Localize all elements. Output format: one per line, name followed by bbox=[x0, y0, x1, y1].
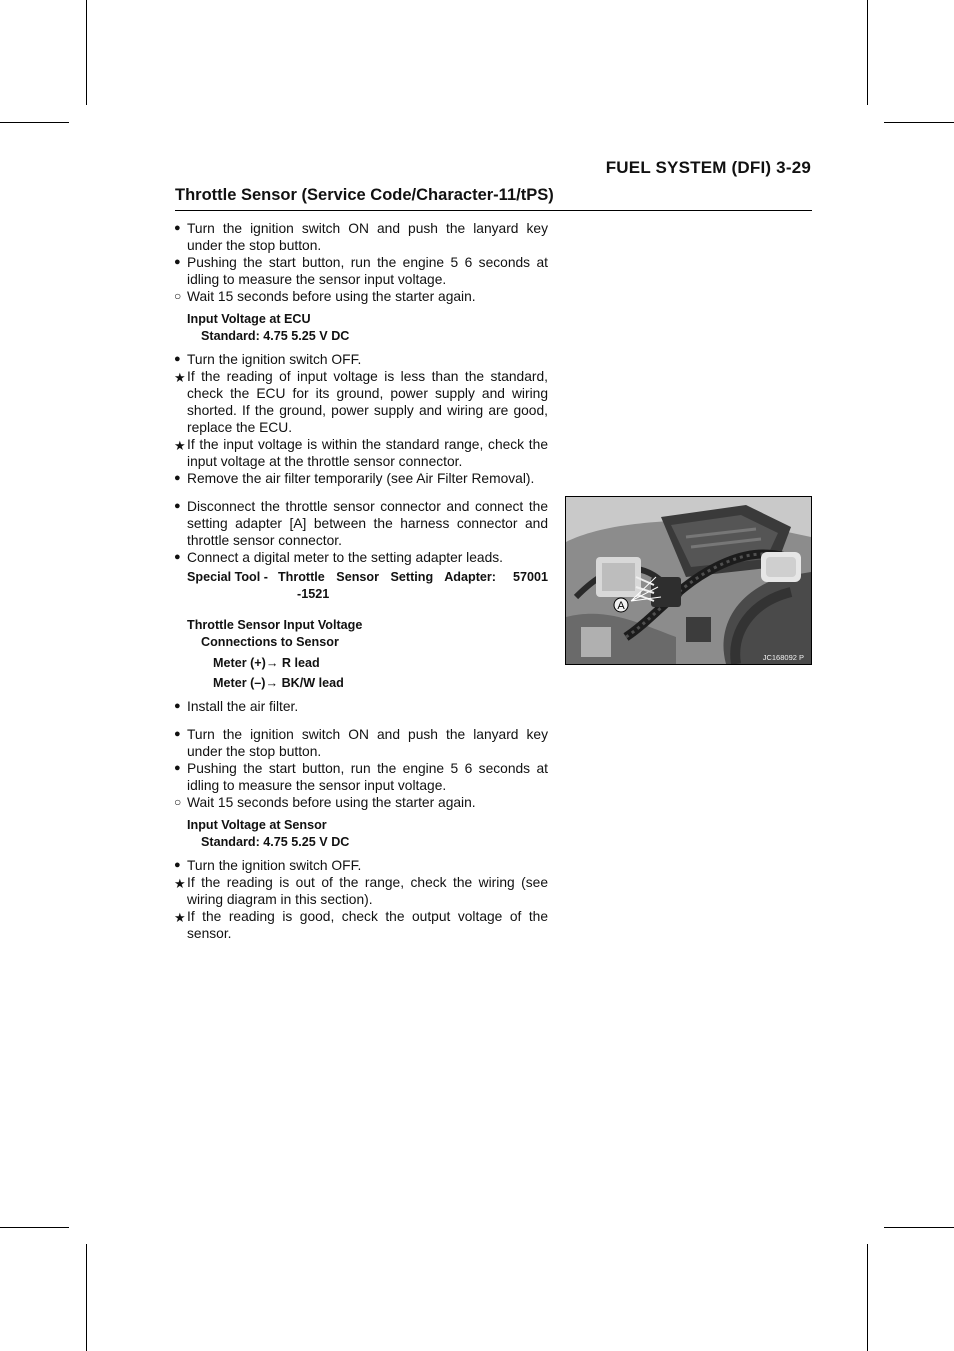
procedure-step bbox=[174, 288, 548, 305]
bullet-icon: ● bbox=[174, 762, 181, 774]
procedure-step bbox=[174, 857, 548, 874]
bullet-icon: ● bbox=[174, 551, 181, 563]
star-icon: ★ bbox=[174, 438, 186, 453]
bullet-icon: ● bbox=[174, 472, 181, 484]
spec-block-connections bbox=[174, 617, 548, 692]
step-list bbox=[174, 220, 548, 305]
special-tool-label: Special Tool - bbox=[187, 570, 268, 584]
procedure-step bbox=[174, 368, 548, 436]
page-header: FUEL SYSTEM (DFI) 3-29 bbox=[605, 158, 811, 177]
title-divider bbox=[175, 210, 812, 211]
crop-mark bbox=[884, 122, 954, 123]
meter-minus-connection: Meter (–)→ BK/W lead bbox=[213, 676, 344, 690]
spec-block-sensor bbox=[174, 817, 548, 851]
procedure-step bbox=[174, 908, 548, 942]
setting-adapter-photo bbox=[565, 496, 812, 665]
bullet-icon: ● bbox=[174, 256, 181, 268]
step-list bbox=[174, 857, 548, 942]
star-icon: ★ bbox=[174, 910, 186, 925]
special-tool bbox=[174, 569, 548, 603]
section-title: Throttle Sensor (Service Code/Character-11/tPS) bbox=[175, 186, 554, 204]
step-text: Turn the ignition switch OFF. bbox=[187, 352, 362, 367]
meter-plus-connection: Meter (+)→ R lead bbox=[213, 656, 320, 670]
procedure-step bbox=[174, 698, 548, 715]
figure-code: JC168092 P bbox=[762, 653, 804, 662]
procedure-step bbox=[174, 794, 548, 811]
step-text: If the reading of input voltage is less than the standard, check the ECU for its ground, power supply and wiring shorted. If the ground, power supply and wiring are good, replace the ECU. bbox=[187, 369, 548, 435]
procedure-step bbox=[174, 351, 548, 368]
step-text: If the reading is good, check the output voltage of the sensor. bbox=[187, 909, 548, 941]
ring-bullet-icon: ○ bbox=[174, 795, 182, 809]
step-text: Wait 15 seconds before using the starter again. bbox=[187, 289, 476, 304]
star-icon: ★ bbox=[174, 370, 186, 385]
spec-title: Throttle Sensor Input Voltage bbox=[187, 618, 363, 632]
step-text: Disconnect the throttle sensor connector and connect the setting adapter [A] between the harness connector and throttle sensor connector. bbox=[187, 499, 548, 548]
bullet-icon: ● bbox=[174, 700, 181, 712]
crop-mark bbox=[86, 0, 87, 105]
procedure-step bbox=[174, 470, 548, 487]
step-text: Turn the ignition switch OFF. bbox=[187, 858, 362, 873]
bullet-icon: ● bbox=[174, 353, 181, 365]
procedure-step bbox=[174, 726, 548, 760]
spec-block-ecu bbox=[174, 311, 548, 345]
special-tool-name: Throttle Sensor Setting Adapter: bbox=[277, 570, 496, 584]
step-list bbox=[174, 498, 548, 566]
procedure-step bbox=[174, 254, 548, 288]
step-text: Wait 15 seconds before using the starter again. bbox=[187, 795, 476, 810]
crop-mark bbox=[867, 0, 868, 105]
crop-mark bbox=[0, 122, 69, 123]
step-text: Connect a digital meter to the setting adapter leads. bbox=[187, 550, 503, 565]
step-text: Remove the air filter temporarily (see Air Filter Removal). bbox=[187, 471, 535, 486]
figure-callout-label: A bbox=[617, 600, 625, 612]
procedure-column bbox=[174, 220, 548, 942]
procedure-step bbox=[174, 220, 548, 254]
bullet-icon: ● bbox=[174, 859, 181, 871]
procedure-step bbox=[174, 498, 548, 549]
crop-mark bbox=[867, 1244, 868, 1351]
step-text: If the reading is out of the range, check the wiring (see wiring diagram in this section). bbox=[187, 875, 548, 907]
step-text: Turn the ignition switch ON and push the lanyard key under the stop button. bbox=[187, 221, 548, 253]
crop-mark bbox=[86, 1244, 87, 1351]
procedure-step bbox=[174, 549, 548, 566]
step-list bbox=[174, 351, 548, 487]
step-list bbox=[174, 726, 548, 811]
procedure-step bbox=[174, 436, 548, 470]
special-tool-part-suffix: -1521 bbox=[297, 587, 330, 601]
spec-standard: Standard: 4.75 5.25 V DC bbox=[201, 835, 350, 849]
step-text: If the input voltage is within the standard range, check the input voltage at the throttle sensor connector. bbox=[187, 437, 548, 469]
spec-subtitle: Connections to Sensor bbox=[201, 635, 339, 649]
crop-mark bbox=[884, 1227, 954, 1228]
step-text: Pushing the start button, run the engine 5 6 seconds at idling to measure the sensor input voltage. bbox=[187, 255, 548, 287]
ring-bullet-icon: ○ bbox=[174, 289, 182, 303]
bullet-icon: ● bbox=[174, 728, 181, 740]
step-text: Turn the ignition switch ON and push the lanyard key under the stop button. bbox=[187, 727, 548, 759]
spec-standard: Standard: 4.75 5.25 V DC bbox=[201, 329, 350, 343]
procedure-step bbox=[174, 874, 548, 908]
special-tool-part: 57001 bbox=[512, 570, 548, 584]
step-list bbox=[174, 698, 548, 715]
bullet-icon: ● bbox=[174, 222, 181, 234]
step-text: Install the air filter. bbox=[187, 699, 299, 714]
star-icon: ★ bbox=[174, 876, 186, 891]
spec-title: Input Voltage at Sensor bbox=[187, 818, 327, 832]
spec-title: Input Voltage at ECU bbox=[187, 312, 311, 326]
bullet-icon: ● bbox=[174, 500, 181, 512]
procedure-step bbox=[174, 760, 548, 794]
crop-mark bbox=[0, 1227, 69, 1228]
step-text: Pushing the start button, run the engine 5 6 seconds at idling to measure the sensor input voltage. bbox=[187, 761, 548, 793]
